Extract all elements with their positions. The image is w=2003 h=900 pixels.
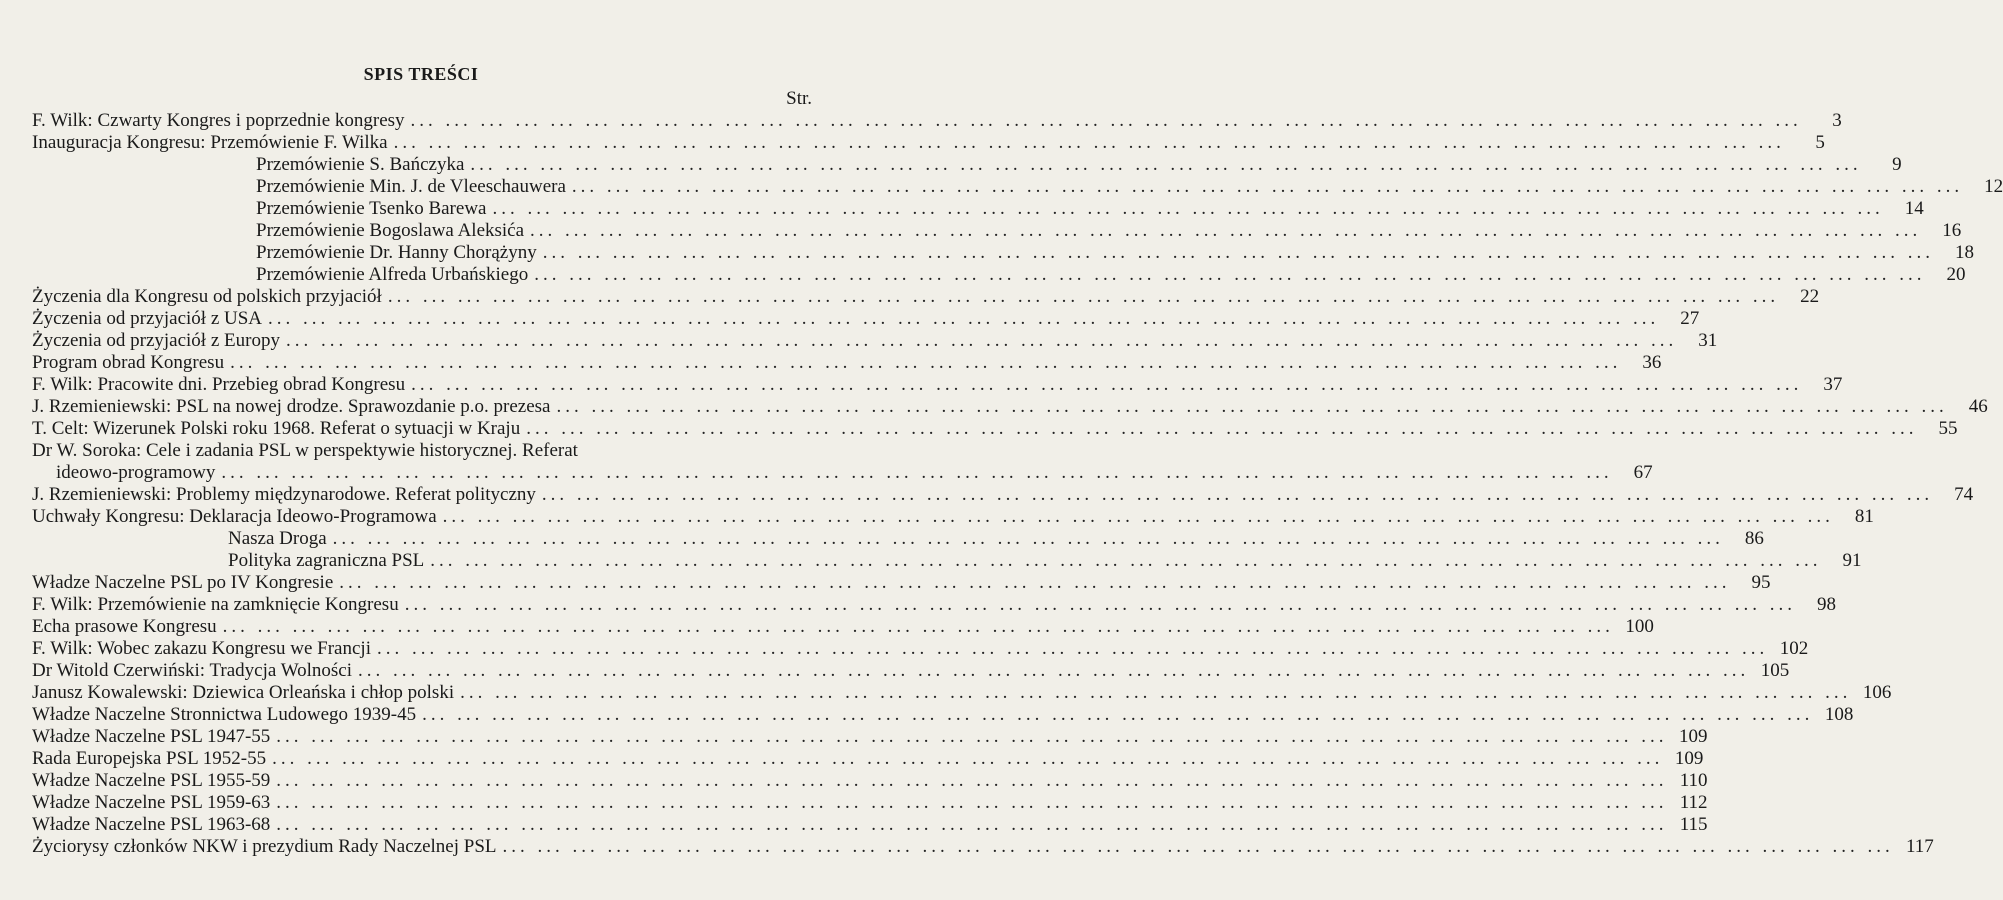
toc-entry-title: F. Wilk: Czwarty Kongres i poprzednie kongresy [32,110,405,131]
toc-entry [32,638,1809,660]
toc-leader-dots: ... ... ... ... ... ... ... ... ... ... ... ... ... ... ... ... ... ... ... ... ... ... ... ... ... ... ... ... ... ... ... ... ... ... ... ... ... ... ... ... [339,572,1731,593]
toc-page-number: 108 [1824,704,1854,725]
toc-page-number: 105 [1760,660,1790,681]
toc-leader-dots: ... ... ... ... ... ... ... ... ... ... ... ... ... ... ... ... ... ... ... ... ... ... ... ... ... ... ... ... ... ... ... ... ... ... ... ... ... ... ... ... [276,814,1668,835]
toc-entry-title: Inauguracja Kongresu: Przemówienie F. Wilka [32,132,388,153]
toc-page-number: 110 [1679,770,1708,791]
toc-entry-title: Życzenia od przyjaciół z USA [32,308,263,329]
toc-entry [32,440,810,462]
toc-page-number: 112 [1679,792,1708,813]
page-title: SPIS TREŚCI [363,64,479,84]
toc-entry [32,176,2003,198]
toc-entry-title: Władze Naczelne PSL po IV Kongresie [32,572,334,593]
toc-entry [32,396,1988,418]
toc-page-number: 98 [1816,594,1836,615]
toc-leader-dots: ... ... ... ... ... ... ... ... ... ... ... ... ... ... ... ... ... ... ... ... ... ... ... ... ... ... ... ... ... ... ... ... ... ... ... ... ... ... ... ... [276,770,1668,791]
toc-page-number: 31 [1698,330,1718,351]
toc-page-number: 95 [1751,572,1771,593]
toc-leader-dots: ... ... ... ... ... ... ... ... ... ... ... ... ... ... ... ... ... ... ... ... ... ... ... ... ... ... ... ... ... ... ... ... ... ... ... ... ... ... ... ... [492,198,1884,219]
toc-entry [32,484,1974,506]
toc-page-number: 91 [1842,550,1862,571]
toc-entry [32,330,1718,352]
toc-entry [32,242,1974,264]
toc-entry [32,110,1842,132]
toc-entry-title: Dr W. Soroka: Cele i zadania PSL w perspektywie historycznej. Referat [32,440,578,461]
toc-leader-dots: ... ... ... ... ... ... ... ... ... ... ... ... ... ... ... ... ... ... ... ... ... ... ... ... ... ... ... ... ... ... ... ... ... ... ... ... ... ... ... ... [530,220,1922,241]
toc-entry-title: Życiorysy członków NKW i prezydium Rady Naczelnej PSL [32,836,497,857]
toc-page-number: 9 [1892,154,1902,175]
toc-leader-dots: ... ... ... ... ... ... ... ... ... ... ... ... ... ... ... ... ... ... ... ... ... ... ... ... ... ... ... ... ... ... ... ... ... ... ... ... ... ... ... ... [272,748,1664,769]
toc-entry [32,550,1862,572]
toc-leader-dots: ... ... ... ... ... ... ... ... ... ... ... ... ... ... ... ... ... ... ... ... ... ... ... ... ... ... ... ... ... ... ... ... ... ... ... ... ... ... ... ... [387,286,1780,307]
toc-entry [32,264,1966,286]
toc-entry [32,594,1836,616]
toc-entry-title: Przemówienie Bogoslawa Aleksića [256,220,525,241]
toc-page-number: 102 [1779,638,1809,659]
toc-entry-title: Władze Naczelne PSL 1947-55 [32,726,271,747]
toc-page-number [770,440,810,462]
toc-entry [32,528,1764,550]
toc-entry-title: Uchwały Kongresu: Deklaracja Ideowo-Programowa [32,506,437,527]
toc-leader-dots: ... ... ... ... ... ... ... ... ... ... ... ... ... ... ... ... ... ... ... ... ... ... ... ... ... ... ... ... ... ... ... ... ... ... ... ... ... ... ... ... [358,660,1750,681]
toc-page-number: 55 [1938,418,1958,439]
toc-page-number: 37 [1823,374,1843,395]
toc-entry [32,748,1704,770]
toc-entry-title: Janusz Kowalewski: Dziewica Orleańska i chłop polski [32,682,455,703]
toc-leader-dots: ... ... ... ... ... ... ... ... ... ... ... ... ... ... ... ... ... ... ... ... ... ... ... ... ... ... ... ... ... ... ... ... ... ... ... ... ... ... ... ... [470,154,1862,175]
toc-entry-title: Echa prasowe Kongresu [32,616,217,637]
toc-leader-dots: ... ... ... ... ... ... ... ... ... ... ... ... ... ... ... ... ... ... ... ... ... ... ... ... ... ... ... ... ... ... ... ... ... ... ... ... ... ... ... ... [393,132,1785,153]
toc-leader-dots: ... ... ... ... ... ... ... ... ... ... ... ... ... ... ... ... ... ... ... ... ... ... ... ... ... ... ... ... ... ... ... ... ... ... ... ... ... ... ... ... [230,352,1622,373]
toc-page-number: 100 [1625,616,1654,637]
toc-leader-dots: ... ... ... ... ... ... ... ... ... ... ... ... ... ... ... ... ... ... ... ... ... ... ... ... ... ... ... ... ... ... ... ... ... ... ... ... ... ... ... ... [276,726,1668,747]
toc-entry-title: T. Celt: Wizerunek Polski roku 1968. Referat o sytuacji w Kraju [32,418,521,439]
toc-page-number: 14 [1904,198,1924,219]
toc-entry [32,286,1820,308]
toc-page-number: 20 [1946,264,1966,285]
toc-entry-title: Władze Naczelne PSL 1959-63 [32,792,271,813]
toc-entry-title: Przemówienie Dr. Hanny Chorążyny [256,242,537,263]
toc-page-number: 3 [1832,110,1842,131]
toc-leader-dots: ... ... ... ... ... ... ... ... ... ... ... ... ... ... ... ... ... ... ... ... ... ... ... ... ... ... ... ... ... ... ... ... ... ... ... ... ... ... ... ... [404,594,1796,615]
toc-page-number: 115 [1679,814,1708,835]
page-column-label: Str. [786,88,812,109]
toc-page-number: 12 [1984,176,2003,197]
toc-entry-title: F. Wilk: Pracowite dni. Przebieg obrad Kongresu [32,374,406,395]
toc-entry-title: Przemówienie Tsenko Barewa [256,198,487,219]
toc-leader-dots: ... ... ... ... ... ... ... ... ... ... ... ... ... ... ... ... ... ... ... ... ... ... ... ... ... ... ... ... ... ... ... ... ... ... ... ... ... ... ... ... [276,792,1668,813]
toc-entry [32,616,1654,638]
toc-leader-dots: ... ... ... ... ... ... ... ... ... ... ... ... ... ... ... ... ... ... ... ... ... ... ... ... ... ... ... ... ... ... ... ... ... ... ... ... ... ... ... ... [221,462,1613,483]
toc-entry-title: Władze Naczelne Stronnictwa Ludowego 1939-45 [32,704,417,725]
toc-entry-title: F. Wilk: Przemówienie na zamknięcie Kongresu [32,594,399,615]
toc-leader-dots: ... ... ... ... ... ... ... ... ... ... ... ... ... ... ... ... ... ... ... ... ... ... ... ... ... ... ... ... ... ... ... ... ... ... ... ... ... ... ... ... [430,550,1822,571]
toc-entry-title: Przemówienie Min. J. de Vleeschauwera [256,176,566,197]
toc-leader-dots: ... ... ... ... ... ... ... ... ... ... ... ... ... ... ... ... ... ... ... ... ... ... ... ... ... ... ... ... ... ... ... ... ... ... ... ... ... ... ... ... [502,836,1894,857]
toc-entry-title: Program obrad Kongresu [32,352,225,373]
toc-entry-title: Władze Naczelne PSL 1963-68 [32,814,271,835]
toc-entry [32,352,1662,374]
toc-leader-dots: ... ... ... ... ... ... ... ... ... ... ... ... ... ... ... ... ... ... ... ... ... ... ... ... ... ... ... ... ... ... ... ... ... ... ... ... ... ... ... ... [222,616,1614,637]
toc-entry [32,418,1958,440]
toc-leader-dots: ... ... ... ... ... ... ... ... ... ... ... ... ... ... ... ... ... ... ... ... ... ... ... ... ... ... ... ... ... ... ... ... ... ... ... ... ... ... ... ... [526,418,1918,439]
toc-page-number: 109 [1679,726,1708,747]
toc-entry-title: J. Rzemieniewski: Problemy międzynarodowe. Referat polityczny [32,484,536,505]
toc-entry-title: Polityka zagraniczna PSL [228,550,425,571]
toc-entry [32,726,1708,748]
toc-entry [32,220,1962,242]
toc-entry [32,572,1771,594]
toc-leader-dots: ... ... ... ... ... ... ... ... ... ... ... ... ... ... ... ... ... ... ... ... ... ... ... ... ... ... ... ... ... ... ... ... ... ... ... ... ... ... ... ... [460,682,1852,703]
toc-entry-title: F. Wilk: Wobec zakazu Kongresu we Francji [32,638,371,659]
toc-page-number: 81 [1854,506,1874,527]
toc-page-number: 16 [1942,220,1962,241]
toc-entry [32,374,1843,396]
toc-page-number: 74 [1954,484,1974,505]
toc-leader-dots: ... ... ... ... ... ... ... ... ... ... ... ... ... ... ... ... ... ... ... ... ... ... ... ... ... ... ... ... ... ... ... ... ... ... ... ... ... ... ... ... [332,528,1724,549]
toc-entry [32,770,1708,792]
toc-leader-dots: ... ... ... ... ... ... ... ... ... ... ... ... ... ... ... ... ... ... ... ... ... ... ... ... ... ... ... ... ... ... ... ... ... ... ... ... ... ... ... ... [442,506,1834,527]
toc-leader-dots: ... ... ... ... ... ... ... ... ... ... ... ... ... ... ... ... ... ... ... ... ... ... ... ... ... ... ... ... ... ... ... ... ... ... ... ... ... ... ... ... [285,330,1678,351]
toc-entry [32,704,1854,726]
toc-entry [32,814,1708,836]
toc-entry-title: Rada Europejska PSL 1952-55 [32,748,267,769]
toc-page-number: 5 [1815,132,1825,153]
toc-entry-title: Nasza Droga [228,528,327,549]
toc-entry-title: Życzenia dla Kongresu od polskich przyjaciół [32,286,382,307]
toc-page-number: 46 [1968,396,1988,417]
toc-page-number: 27 [1680,308,1700,329]
table-of-contents [32,110,2003,858]
toc-entry [32,836,1934,858]
toc-entry-title: Dr Witold Czerwiński: Tradycja Wolności [32,660,352,681]
toc-entry [32,660,1790,682]
toc-entry [32,132,1825,154]
toc-leader-dots: ... ... ... ... ... ... ... ... ... ... ... ... ... ... ... ... ... ... ... ... ... ... ... ... ... ... ... ... ... ... ... ... ... ... ... ... ... ... ... ... [542,242,1934,263]
toc-entry-title: ideowo-programowy [56,462,216,483]
toc-entry-title: Życzenia od przyjaciół z Europy [32,330,280,351]
toc-leader-dots: ... ... ... ... ... ... ... ... ... ... ... ... ... ... ... ... ... ... ... ... ... ... ... ... ... ... ... ... ... ... ... ... ... ... ... ... ... ... ... ... [410,110,1802,131]
toc-entry [32,154,1902,176]
toc-leader-dots: ... ... ... ... ... ... ... ... ... ... ... ... ... ... ... ... ... ... ... ... ... ... ... ... ... ... ... ... ... ... ... ... ... ... ... ... ... ... ... ... [268,308,1660,329]
toc-entry [32,792,1708,814]
toc-entry [32,198,1924,220]
toc-entry [32,682,1892,704]
toc-entry-title: J. Rzemieniewski: PSL na nowej drodze. Sprawozdanie p.o. prezesa [32,396,551,417]
toc-leader-dots: ... ... ... ... ... ... ... ... ... ... ... ... ... ... ... ... ... ... ... ... ... ... ... ... ... ... ... ... ... ... ... ... ... ... ... ... ... ... ... ... [541,484,1934,505]
toc-entry-title: Przemówienie S. Bańczyka [256,154,465,175]
toc-page-number: 109 [1674,748,1704,769]
toc-entry-title: Przemówienie Alfreda Urbańskiego [256,264,529,285]
toc-leader-dots: ... ... ... ... ... ... ... ... ... ... ... ... ... ... ... ... ... ... ... ... ... ... ... ... ... ... ... ... ... ... ... ... ... ... ... ... ... ... ... ... [571,176,1964,197]
toc-page-number: 36 [1642,352,1662,373]
toc-page-number: 117 [1905,836,1934,857]
toc-entry-title: Władze Naczelne PSL 1955-59 [32,770,271,791]
toc-entry [32,506,1874,528]
toc-page-number: 86 [1744,528,1764,549]
toc-page-number: 106 [1862,682,1892,703]
toc-page-number: 22 [1800,286,1820,307]
toc-leader-dots: ... ... ... ... ... ... ... ... ... ... ... ... ... ... ... ... ... ... ... ... ... ... ... ... ... ... ... ... ... ... ... ... ... ... ... ... ... ... ... ... [422,704,1814,725]
toc-leader-dots: ... ... ... ... ... ... ... ... ... ... ... ... ... ... ... ... ... ... ... ... ... ... ... ... ... ... ... ... ... ... ... ... ... ... ... ... ... ... ... ... [376,638,1769,659]
toc-leader-dots: ... ... ... ... ... ... ... ... ... ... ... ... ... ... ... ... ... ... ... ... ... ... ... ... ... ... ... ... ... ... ... ... ... ... ... ... ... ... ... ... [411,374,1803,395]
toc-page-number: 67 [1633,462,1653,483]
toc-leader-dots: ... ... ... ... ... ... ... ... ... ... ... ... ... ... ... ... ... ... ... ... ... ... ... ... ... ... ... ... ... ... ... ... ... ... ... ... ... ... ... ... [534,264,1926,285]
toc-page-number: 18 [1954,242,1974,263]
toc-leader-dots: ... ... ... ... ... ... ... ... ... ... ... ... ... ... ... ... ... ... ... ... ... ... ... ... ... ... ... ... ... ... ... ... ... ... ... ... ... ... ... ... [556,396,1948,417]
toc-entry [32,462,1653,484]
toc-entry [32,308,1700,330]
